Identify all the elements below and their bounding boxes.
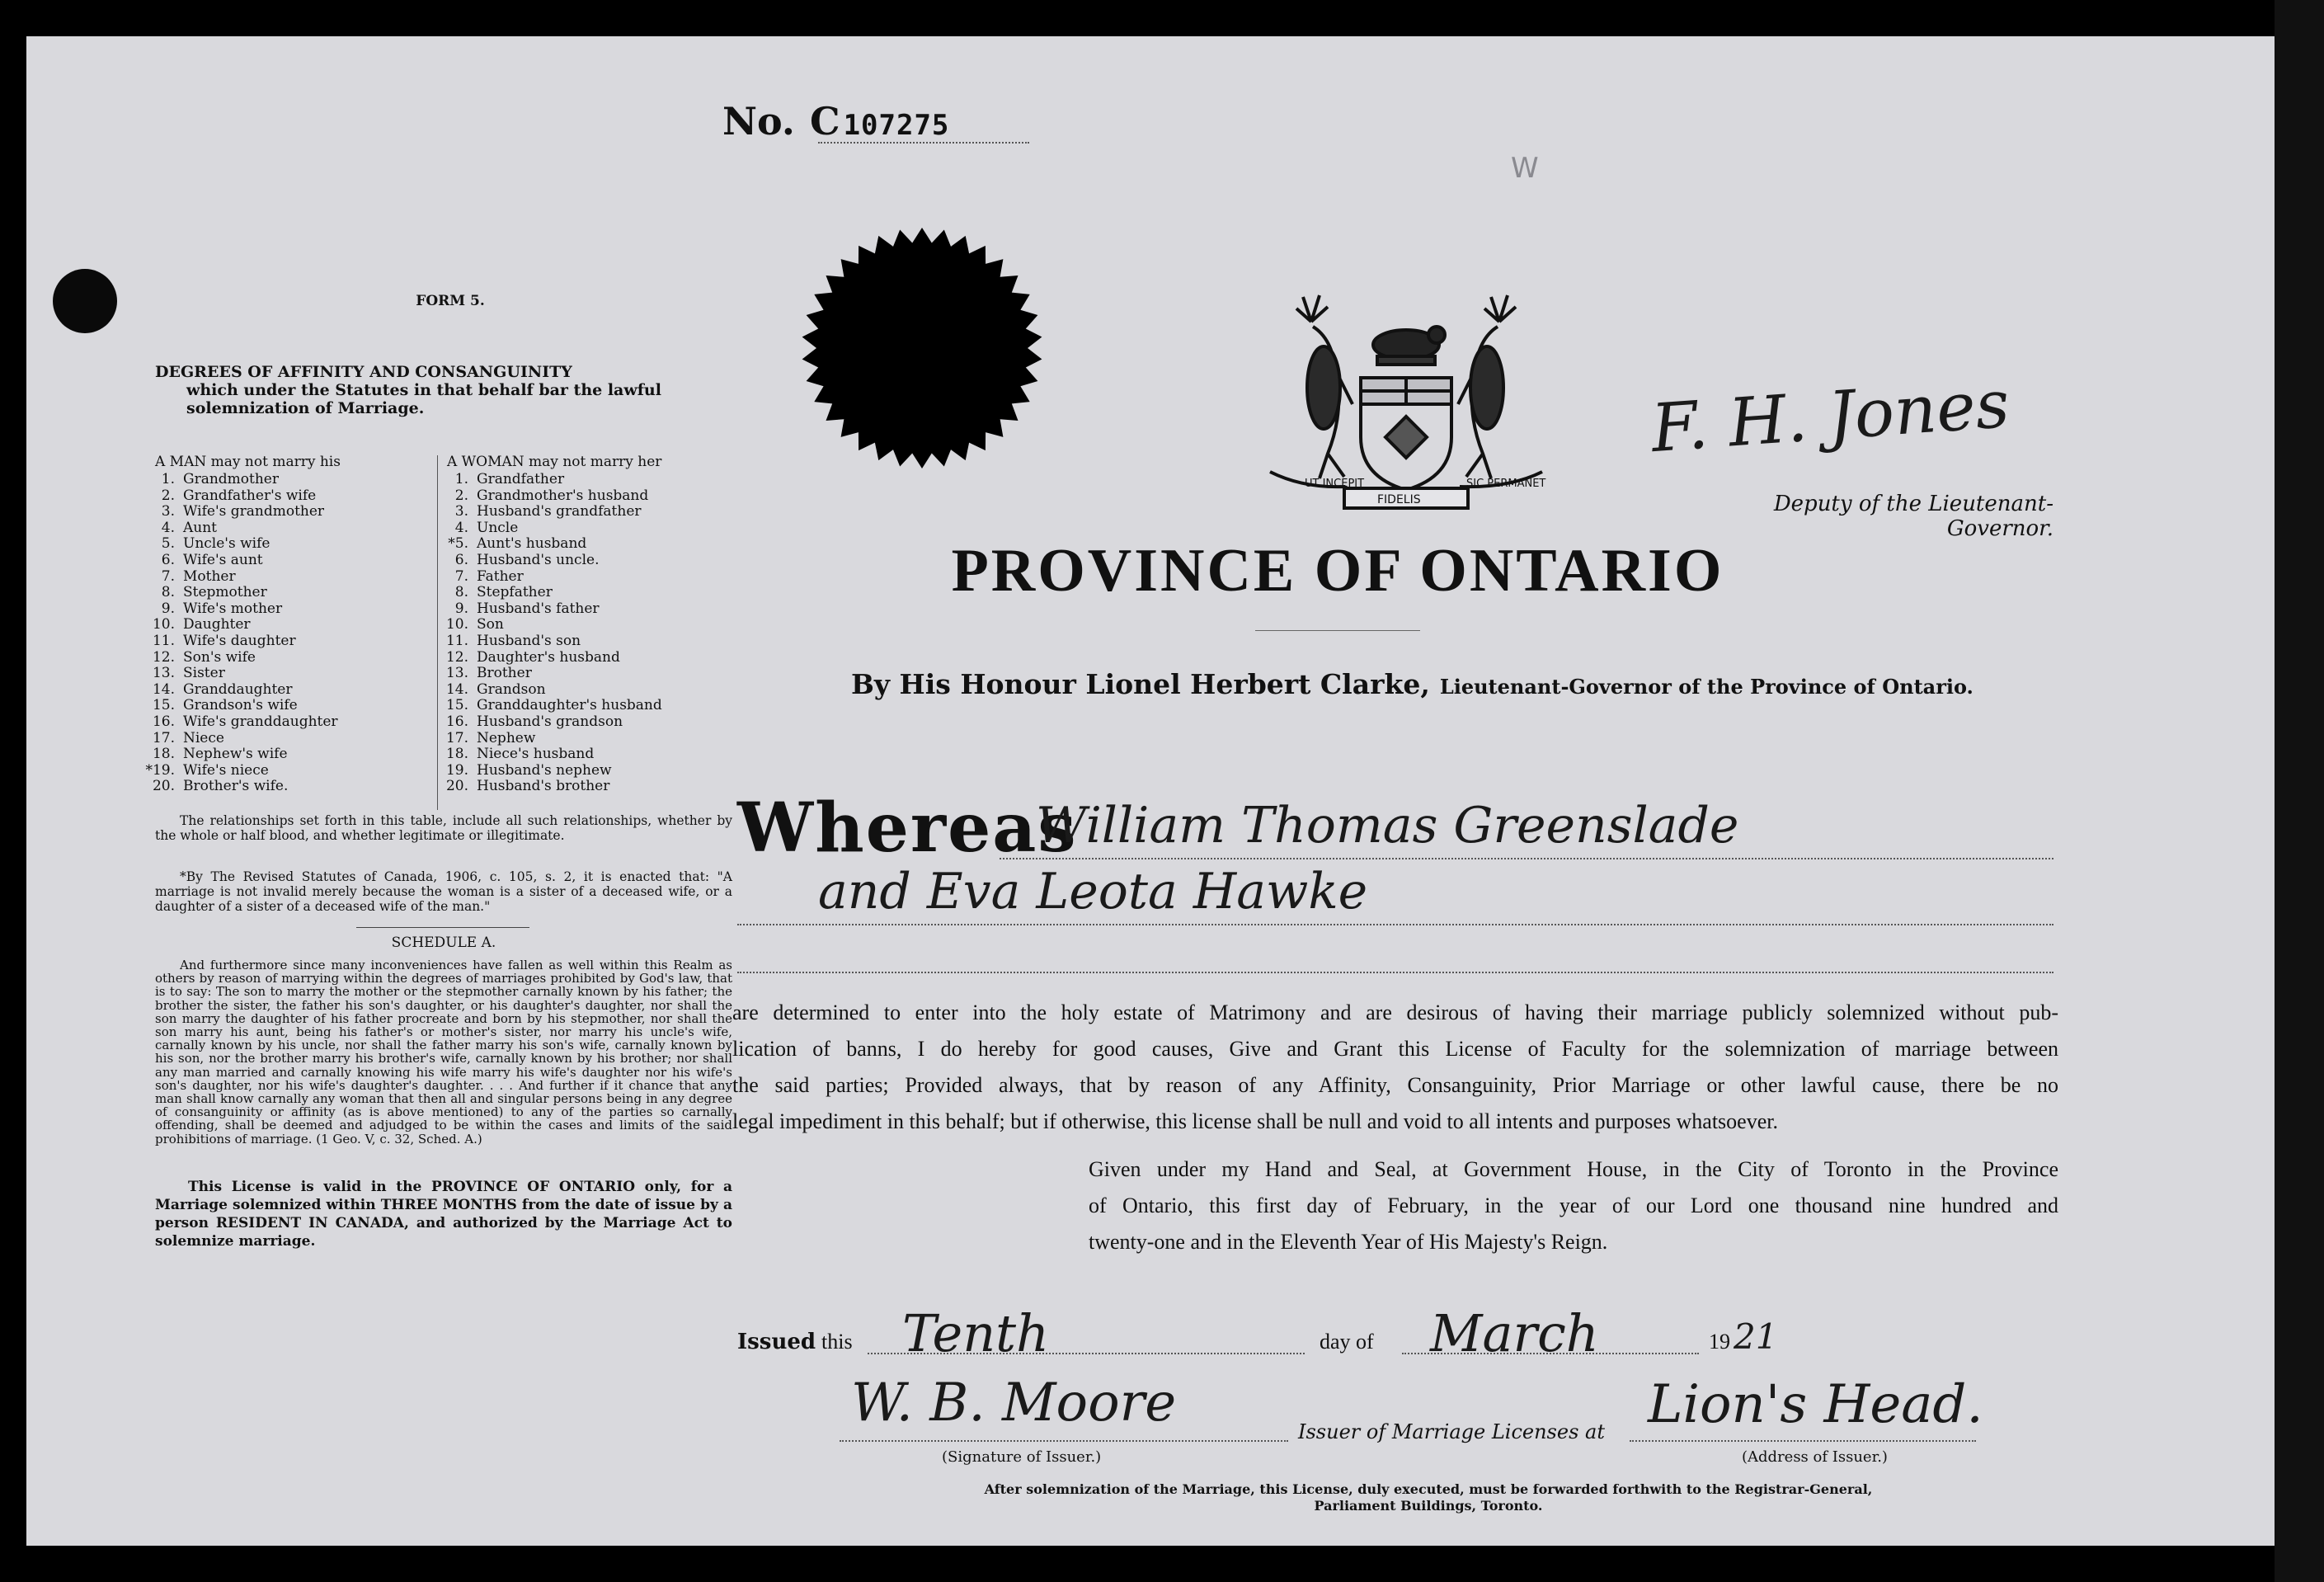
issued-day-of: day of bbox=[1320, 1330, 1374, 1354]
footer-instructions bbox=[851, 1481, 2006, 1514]
issuer-address: Lion's Head. bbox=[1648, 1374, 1983, 1435]
man-item bbox=[142, 666, 430, 682]
issued-year-prefix: 19 bbox=[1709, 1330, 1730, 1354]
woman-item-text: Father bbox=[477, 567, 524, 585]
woman-item bbox=[435, 504, 732, 520]
issuer-signature: W. B. Moore bbox=[851, 1372, 1177, 1434]
authority-main: By His Honour Lionel Herbert Clarke, bbox=[851, 668, 1430, 700]
woman-item-number: 12. bbox=[445, 648, 468, 666]
woman-item bbox=[435, 731, 732, 747]
man-item-text: Aunt bbox=[183, 519, 218, 536]
woman-item-number: 13. bbox=[445, 665, 468, 682]
punch-hole bbox=[53, 269, 117, 333]
man-item-number: 9. bbox=[161, 600, 175, 617]
issuer-caption: Issuer of Marriage Licenses at bbox=[1298, 1420, 1605, 1443]
man-item bbox=[142, 650, 430, 666]
woman-item bbox=[435, 682, 732, 699]
woman-item-text: Husband's brother bbox=[477, 778, 610, 795]
man-item-number: 14. bbox=[152, 680, 175, 698]
license-document bbox=[26, 36, 2275, 1546]
issuer-address-rule bbox=[1630, 1440, 1976, 1442]
man-item bbox=[142, 763, 430, 779]
license-number-value: 107275 bbox=[843, 109, 950, 142]
man-item-number: 10. bbox=[152, 616, 175, 633]
issuer-signature-label: (Signature of Issuer.) bbox=[942, 1448, 1102, 1466]
affinity-heading: DEGREES OF AFFINITY AND CONSANGUINITY bbox=[155, 363, 572, 381]
man-item bbox=[142, 779, 430, 795]
woman-item bbox=[435, 472, 732, 488]
issued-month: March bbox=[1430, 1303, 1599, 1363]
man-item-number: 4. bbox=[161, 519, 175, 536]
given-line-2: of Ontario, this first day of February, in the year of our Lord one thousand nine hundred and bbox=[1089, 1194, 2058, 1217]
man-item bbox=[142, 633, 430, 650]
validity-note: This License is valid in the PROVINCE OF ONTARIO only, for a Marriage solemnized within THREE MONTHS from the date of issue by a person RESIDENT IN CANADA, and authorized by the Marriage Act to solemnize marriage. bbox=[155, 1179, 732, 1250]
seal-icon bbox=[798, 224, 1046, 472]
statute-note: *By The Revised Statutes of Canada, 1906, c. 105, s. 2, it is enacted that: "A marriage is not invalid merely because the woman is a sister of a deceased wife, or a daughter of a sister of a deceased wife of the man." bbox=[155, 869, 732, 914]
authority-line bbox=[851, 668, 2006, 700]
coat-of-arms-icon bbox=[1254, 280, 1559, 511]
man-item-text: Brother's wife. bbox=[183, 778, 289, 795]
man-item bbox=[142, 553, 430, 569]
schedule-rule bbox=[356, 927, 529, 928]
affinity-subheading-1: which under the Statutes in that behalf bar the lawful bbox=[186, 381, 661, 399]
man-item bbox=[142, 520, 430, 537]
issued-line bbox=[737, 1303, 1892, 1376]
woman-item-text: Brother bbox=[477, 665, 532, 682]
man-item-text: Wife's granddaughter bbox=[183, 713, 338, 730]
man-heading: A MAN may not marry his bbox=[155, 454, 341, 470]
man-item-number: 8. bbox=[161, 584, 175, 601]
woman-item-number: 7. bbox=[454, 567, 468, 585]
license-series: C bbox=[809, 99, 840, 144]
man-item-text: Uncle's wife bbox=[183, 535, 271, 553]
woman-item bbox=[435, 569, 732, 586]
license-body-line-1: are determined to enter into the holy estate of Matrimony and are desirous of having their marriage publicly solemnized without pub- bbox=[732, 1001, 2058, 1024]
woman-item-number: 1. bbox=[454, 471, 468, 487]
man-item-text: Stepmother bbox=[183, 584, 267, 601]
woman-item-number: 19. bbox=[445, 761, 468, 779]
man-item-number: 11. bbox=[152, 632, 175, 649]
motto-right: SIC PERMANET bbox=[1466, 478, 1546, 490]
man-item-text: Grandmother bbox=[183, 471, 279, 487]
woman-item-number: 17. bbox=[445, 729, 468, 746]
man-item-text: Grandfather's wife bbox=[183, 487, 317, 504]
man-item bbox=[142, 585, 430, 601]
woman-item-number: 16. bbox=[445, 713, 468, 730]
woman-item-text: Uncle bbox=[477, 519, 519, 536]
license-body-line-2: lication of banns, I do hereby for good causes, Give and Grant this License of Faculty for the solemnization of marriage between bbox=[732, 1037, 2058, 1061]
woman-item-number: 20. bbox=[445, 778, 468, 795]
man-item bbox=[142, 504, 430, 520]
man-item bbox=[142, 472, 430, 488]
deputy-caption: Deputy of the Lieutenant-Governor. bbox=[1773, 492, 2053, 541]
party-rule-2 bbox=[737, 924, 2053, 925]
woman-item bbox=[435, 601, 732, 618]
man-item-number: 18. bbox=[152, 746, 175, 763]
man-item-number: 7. bbox=[161, 567, 175, 585]
faint-stamp: W bbox=[1511, 152, 1539, 185]
man-item bbox=[142, 682, 430, 699]
man-item bbox=[142, 536, 430, 553]
man-item-text: Mother bbox=[183, 567, 236, 585]
woman-item-number: 10. bbox=[445, 616, 468, 633]
given-line-1: Given under my Hand and Seal, at Government House, in the City of Toronto in the Province bbox=[1089, 1157, 2058, 1181]
woman-item bbox=[435, 585, 732, 601]
issued-this: this bbox=[821, 1330, 853, 1354]
woman-item-number: 15. bbox=[445, 697, 468, 714]
woman-item-text: Niece's husband bbox=[477, 746, 595, 763]
man-item-number: 16. bbox=[152, 713, 175, 730]
groom-name: William Thomas Greenslade bbox=[1036, 797, 1739, 855]
woman-item-text: Grandson bbox=[477, 680, 546, 698]
woman-item bbox=[435, 617, 732, 633]
issued-label: Issued bbox=[737, 1330, 816, 1354]
motto-left: UT INCEPIT bbox=[1305, 478, 1365, 490]
woman-item-number: 11. bbox=[445, 632, 468, 649]
deputy-signature: F. H. Jones bbox=[1649, 365, 2012, 468]
man-item-number: 3. bbox=[161, 503, 175, 520]
man-item bbox=[142, 731, 430, 747]
woman-item-number: 14. bbox=[445, 680, 468, 698]
man-item-number: 6. bbox=[161, 551, 175, 568]
woman-item-text: Husband's grandson bbox=[477, 713, 623, 730]
woman-item-text: Son bbox=[477, 616, 504, 633]
schedule-heading: SCHEDULE A. bbox=[391, 935, 496, 951]
woman-item-number: 8. bbox=[454, 584, 468, 601]
party-rule-3 bbox=[737, 972, 2053, 973]
woman-item bbox=[435, 633, 732, 650]
license-number-label: No. bbox=[722, 99, 795, 144]
issued-month-rule bbox=[1402, 1353, 1699, 1354]
issued-year: 21 bbox=[1734, 1316, 1778, 1357]
woman-item-number: 4. bbox=[454, 519, 468, 536]
man-relationship-list bbox=[142, 472, 430, 795]
man-item-text: Grandson's wife bbox=[183, 697, 298, 714]
man-item bbox=[142, 488, 430, 505]
woman-item bbox=[435, 779, 732, 795]
woman-item-text: Grandfather bbox=[477, 471, 565, 487]
issued-day-rule bbox=[868, 1353, 1305, 1354]
woman-item bbox=[435, 714, 732, 731]
whereas-label: Whereas bbox=[737, 789, 1078, 868]
man-item-text: Nephew's wife bbox=[183, 746, 288, 763]
man-item-number: 15. bbox=[152, 697, 175, 714]
woman-item-number: 18. bbox=[445, 746, 468, 763]
woman-item bbox=[435, 746, 732, 763]
woman-item-number: 3. bbox=[454, 503, 468, 520]
woman-item bbox=[435, 666, 732, 682]
woman-heading: A WOMAN may not marry her bbox=[447, 454, 662, 470]
affinity-header bbox=[155, 363, 732, 417]
license-body bbox=[732, 995, 2058, 1140]
woman-item-number: 2. bbox=[454, 487, 468, 504]
man-item-text: Wife's niece bbox=[183, 761, 269, 779]
man-item-number: 5. bbox=[161, 535, 175, 553]
bride-name: and Eva Leota Hawke bbox=[818, 863, 1368, 920]
woman-item-text: Husband's nephew bbox=[477, 761, 612, 779]
man-item-number: 17. bbox=[152, 729, 175, 746]
issued-day: Tenth bbox=[902, 1303, 1050, 1363]
document-title: PROVINCE OF ONTARIO bbox=[951, 537, 1724, 605]
issuer-address-label: (Address of Issuer.) bbox=[1742, 1448, 1888, 1466]
woman-relationship-list bbox=[435, 472, 732, 795]
woman-item-number: *5. bbox=[448, 535, 468, 553]
man-item-text: Niece bbox=[183, 729, 224, 746]
schedule-text: And furthermore since many inconveniences have fallen as well within this Realm as others by reason of marrying within the degrees of marriages prohibited by God's law, that is to say: The son to marry the mother or the stepmother carnally known by his father; the brother the sister, the father his son's daughter, or his daughter's daughter, nor shall the son marry the daughter of his father procreate and born by his stepmother, nor shall the son marry his aunt, being his father's or mother's sister, nor marry his uncle's wife, carnally known by his uncle, nor shall the father marry his son's wife, carnally known by his son, nor the brother marry his brother's wife, carnally known by his brother; nor shall any man married and carnally knowing his wife marry his wife's daughter nor his wife's son's daughter, nor his wife's daughter's daughter. . . . And further if it chance that any man shall know carnally any woman that then all and singular persons being in any degree of consanguinity or affinity (as is above mentioned) to any of the parties so carnally offending, shall be deemed and adjudged to be within the cases and limits of the said prohibitions of marriage. (1 Geo. V, c. 32, Sched. A.) bbox=[155, 958, 732, 1146]
relationship-note: The relationships set forth in this table, include all such relationships, whether by the whole or half blood, and whether legitimate or illegitimate. bbox=[155, 813, 732, 843]
woman-item-text: Husband's father bbox=[477, 600, 600, 617]
woman-item-text: Grandmother's husband bbox=[477, 487, 649, 504]
woman-item bbox=[435, 698, 732, 714]
woman-item-text: Nephew bbox=[477, 729, 536, 746]
footer-line-1: After solemnization of the Marriage, this License, duly executed, must be forwarded forthwith to the Registrar-General, bbox=[984, 1481, 1873, 1497]
woman-item bbox=[435, 650, 732, 666]
woman-item-number: 6. bbox=[454, 551, 468, 568]
woman-item-text: Daughter's husband bbox=[477, 648, 620, 666]
footer-line-2: Parliament Buildings, Toronto. bbox=[1314, 1498, 1543, 1514]
man-item-text: Wife's daughter bbox=[183, 632, 296, 649]
man-item-number: 2. bbox=[161, 487, 175, 504]
man-item-text: Granddaughter bbox=[183, 680, 293, 698]
man-item-number: 1. bbox=[161, 471, 175, 487]
man-item-text: Wife's mother bbox=[183, 600, 283, 617]
man-item bbox=[142, 714, 430, 731]
title-rule bbox=[1255, 630, 1420, 631]
woman-item-text: Husband's grandfather bbox=[477, 503, 642, 520]
woman-item bbox=[435, 536, 732, 553]
form-number: FORM 5. bbox=[416, 293, 485, 309]
woman-item-number: 9. bbox=[454, 600, 468, 617]
license-number-rule bbox=[818, 142, 1029, 144]
license-number bbox=[722, 99, 1036, 148]
woman-item-text: Stepfather bbox=[477, 584, 553, 601]
man-item bbox=[142, 746, 430, 763]
woman-item-text: Husband's son bbox=[477, 632, 581, 649]
woman-item bbox=[435, 553, 732, 569]
woman-item bbox=[435, 520, 732, 537]
man-item-text: Wife's aunt bbox=[183, 551, 263, 568]
woman-item bbox=[435, 763, 732, 779]
motto-center: FIDELIS bbox=[1377, 493, 1421, 506]
authority-rest: Lieutenant-Governor of the Province of Ontario. bbox=[1439, 675, 1974, 699]
man-item-text: Wife's grandmother bbox=[183, 503, 325, 520]
license-body-line-4: legal impediment in this behalf; but if otherwise, this license shall be null and void to all intents and purposes whatsoever. bbox=[732, 1109, 1778, 1133]
affinity-subheading-2: solemnization of Marriage. bbox=[186, 399, 425, 417]
man-item-number: 20. bbox=[152, 778, 175, 795]
man-item-text: Sister bbox=[183, 665, 225, 682]
woman-item bbox=[435, 488, 732, 505]
man-item-text: Son's wife bbox=[183, 648, 256, 666]
woman-item-text: Husband's uncle. bbox=[477, 551, 600, 568]
man-item-number: 13. bbox=[152, 665, 175, 682]
given-paragraph bbox=[1089, 1151, 2058, 1260]
man-item bbox=[142, 569, 430, 586]
woman-item-text: Granddaughter's husband bbox=[477, 697, 662, 714]
given-line-3: twenty-one and in the Eleventh Year of His Majesty's Reign. bbox=[1089, 1230, 1608, 1254]
man-item-text: Daughter bbox=[183, 616, 251, 633]
man-item-number: *19. bbox=[145, 761, 175, 779]
scan-border bbox=[2275, 0, 2324, 1582]
party-rule-1 bbox=[1000, 858, 2053, 859]
man-item bbox=[142, 698, 430, 714]
issuer-signature-rule bbox=[840, 1440, 1288, 1442]
man-item bbox=[142, 617, 430, 633]
man-item bbox=[142, 601, 430, 618]
license-body-line-3: the said parties; Provided always, that by reason of any Affinity, Consanguinity, Prior Marriage or other lawful cause, there be no bbox=[732, 1073, 2058, 1097]
woman-item-text: Aunt's husband bbox=[477, 535, 587, 553]
man-item-number: 12. bbox=[152, 648, 175, 666]
